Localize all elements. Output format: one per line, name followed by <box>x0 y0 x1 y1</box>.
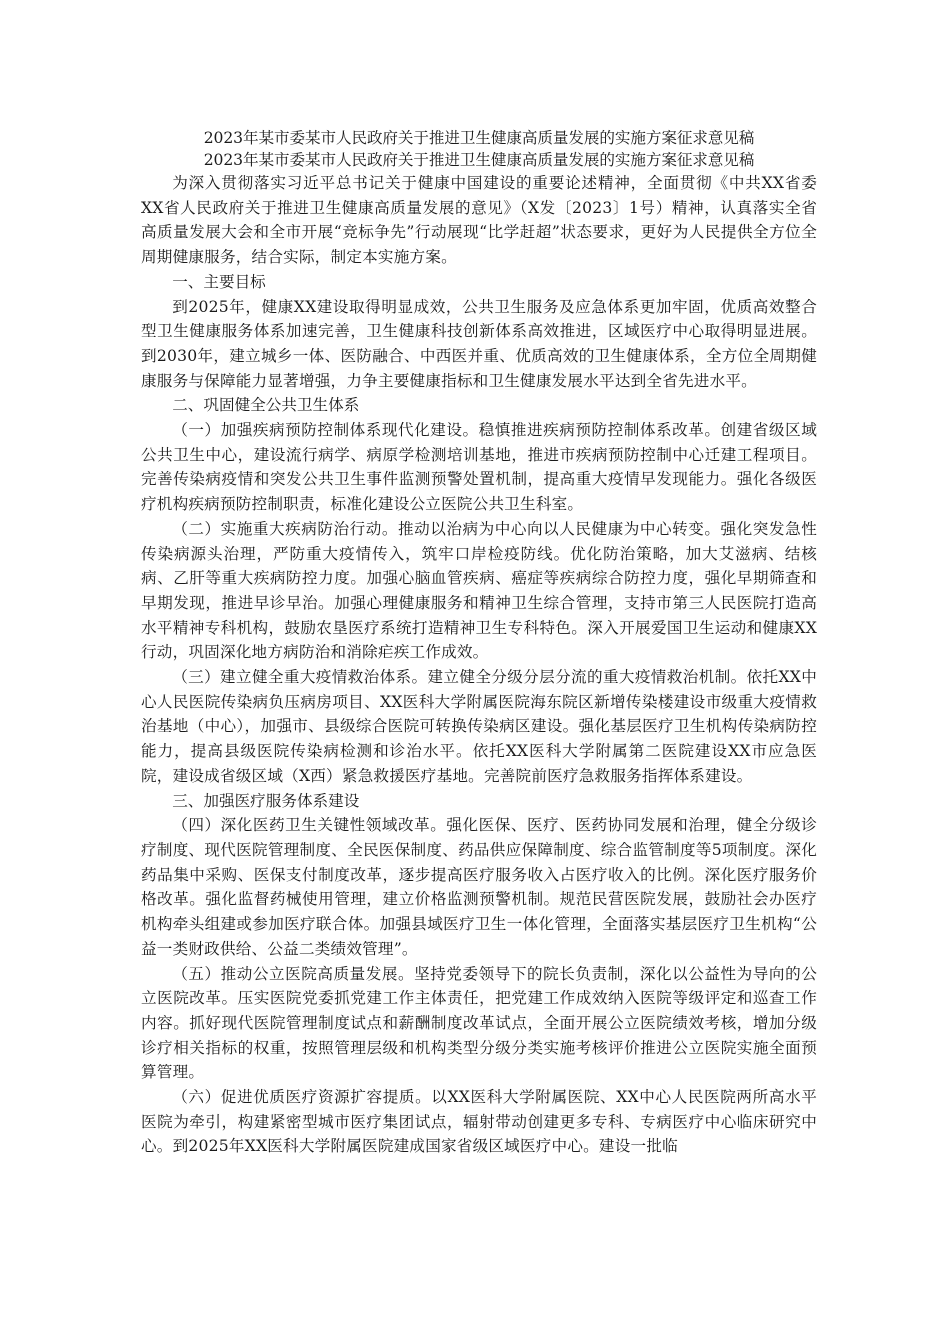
item-5-paragraph: （五）推动公立医院高质量发展。坚持党委领导下的院长负责制，深化以公益性为导向的公立医院改革。压实医院党委抓党建工作主体责任，把党建工作成效纳入医院等级评定和巡查工作内容。抓好现代医院管理制度试点和薪酬制度改革试点，全面开展公立医院绩效考核，增加分级诊疗相关指标的权重，按照管理层级和机构类型分级分类实施考核评价推进公立医院实施全面预算管理。 <box>141 964 817 1082</box>
item-4-paragraph: （四）深化医药卫生关键性领域改革。强化医保、医疗、医药协同发展和治理，健全分级诊疗制度、现代医院管理制度、全民医保制度、药品供应保障制度、综合监管制度等5项制度。深化药品集中采购、医保支付制度改革，逐步提高医疗服务收入占医疗收入的比例。深化医疗服务价格改革。强化监督药械使用管理，建立价格监测预警机制。规范民营医院发展，鼓励社会办医疗机构牵头组建或参加医疗联合体。加强县域医疗卫生一体化管理，全面落实基层医疗卫生机构“公益一类财政供给、公益二类绩效管理”。 <box>141 816 817 958</box>
item-6-paragraph: （六）促进优质医疗资源扩容提质。以XX医科大学附属医院、XX中心人民医院两所高水平医院为牵引，构建紧密型城市医疗集团试点，辐射带动创建更多专科、专病医疗中心临床研究中心。到2025年XX医科大学附属医院建成国家省级区域医疗中心。建设一批临 <box>141 1088 817 1156</box>
intro-paragraph: 为深入贯彻落实习近平总书记关于健康中国建设的重要论述精神，全面贯彻《中共XX省委XX省人民政府关于推进卫生健康高质量发展的意见》（X发〔2023〕1号）精神，认真落实全省高质量发展大会和全市开展“竞标争先”行动展现“比学赶超”状态要求，更好为人民提供全方位全周期健康服务，结合实际，制定本实施方案。 <box>141 174 817 267</box>
section-1-paragraph: 到2025年，健康XX建设取得明显成效，公共卫生服务及应急体系更加牢固，优质高效整合型卫生健康服务体系加速完善，卫生健康科技创新体系高效推进，区域医疗中心取得明显进展。到2030年，建立城乡一体、医防融合、中西医并重、优质高效的卫生健康体系，全方位全周期健康服务与保障能力显著增强，力争主要健康指标和卫生健康发展水平达到全省先进水平。 <box>141 297 817 390</box>
document-title-line-1: 2023年某市委某市人民政府关于推进卫生健康高质量发展的实施方案征求意见稿 <box>203 129 755 147</box>
document-page <box>141 127 817 1159</box>
section-2-heading: 二、巩固健全公共卫生体系 <box>172 396 360 415</box>
item-1-paragraph: （一）加强疾病预防控制体系现代化建设。稳慎推进疾病预防控制体系改革。创建省级区域公共卫生中心，建设流行病学、病原学检测培训基地，推进市疾病预防控制中心迁建工程项目。完善传染病疫情和突发公共卫生事件监测预警处置机制，提高重大疫情早发现能力。强化各级医疗机构疾病预防控制职责，标准化建设公立医院公共卫生科室。 <box>141 421 817 514</box>
section-1-heading: 一、主要目标 <box>172 272 266 291</box>
item-2-paragraph: （二）实施重大疾病防治行动。推动以治病为中心向以人民健康为中心转变。强化突发急性传染病源头治理，严防重大疫情传入，筑牢口岸检疫防线。优化防治策略，加大艾滋病、结核病、乙肝等重大疾病防控力度。加强心脑血管疾病、癌症等疾病综合防控力度，强化早期筛查和早期发现，推进早诊早治。加强心理健康服务和精神卫生综合管理，支持市第三人民医院打造高水平精神专科机构，鼓励农垦医疗系统打造精神卫生专科特色。深入开展爱国卫生运动和健康XX行动，巩固深化地方病防治和消除疟疾工作成效。 <box>141 519 817 662</box>
item-3-paragraph: （三）建立健全重大疫情救治体系。建立健全分级分层分流的重大疫情救治机制。依托XX中心人民医院传染病负压病房项目、XX医科大学附属医院海东院区新增传染楼建设市级重大疫情救治基地（中心），加强市、县级综合医院可转换传染病区建设。强化基层医疗卫生机构传染病防控能力，提高县级医院传染病检测和诊治水平。依托XX医科大学附属第二医院建设XX市应急医院，建设成省级区域（X西）紧急救援医疗基地。完善院前医疗急救服务指挥体系建设。 <box>141 668 817 785</box>
document-title-line-2: 2023年某市委某市人民政府关于推进卫生健康高质量发展的实施方案征求意见稿 <box>203 151 755 169</box>
section-3-heading: 三、加强医疗服务体系建设 <box>172 791 360 810</box>
